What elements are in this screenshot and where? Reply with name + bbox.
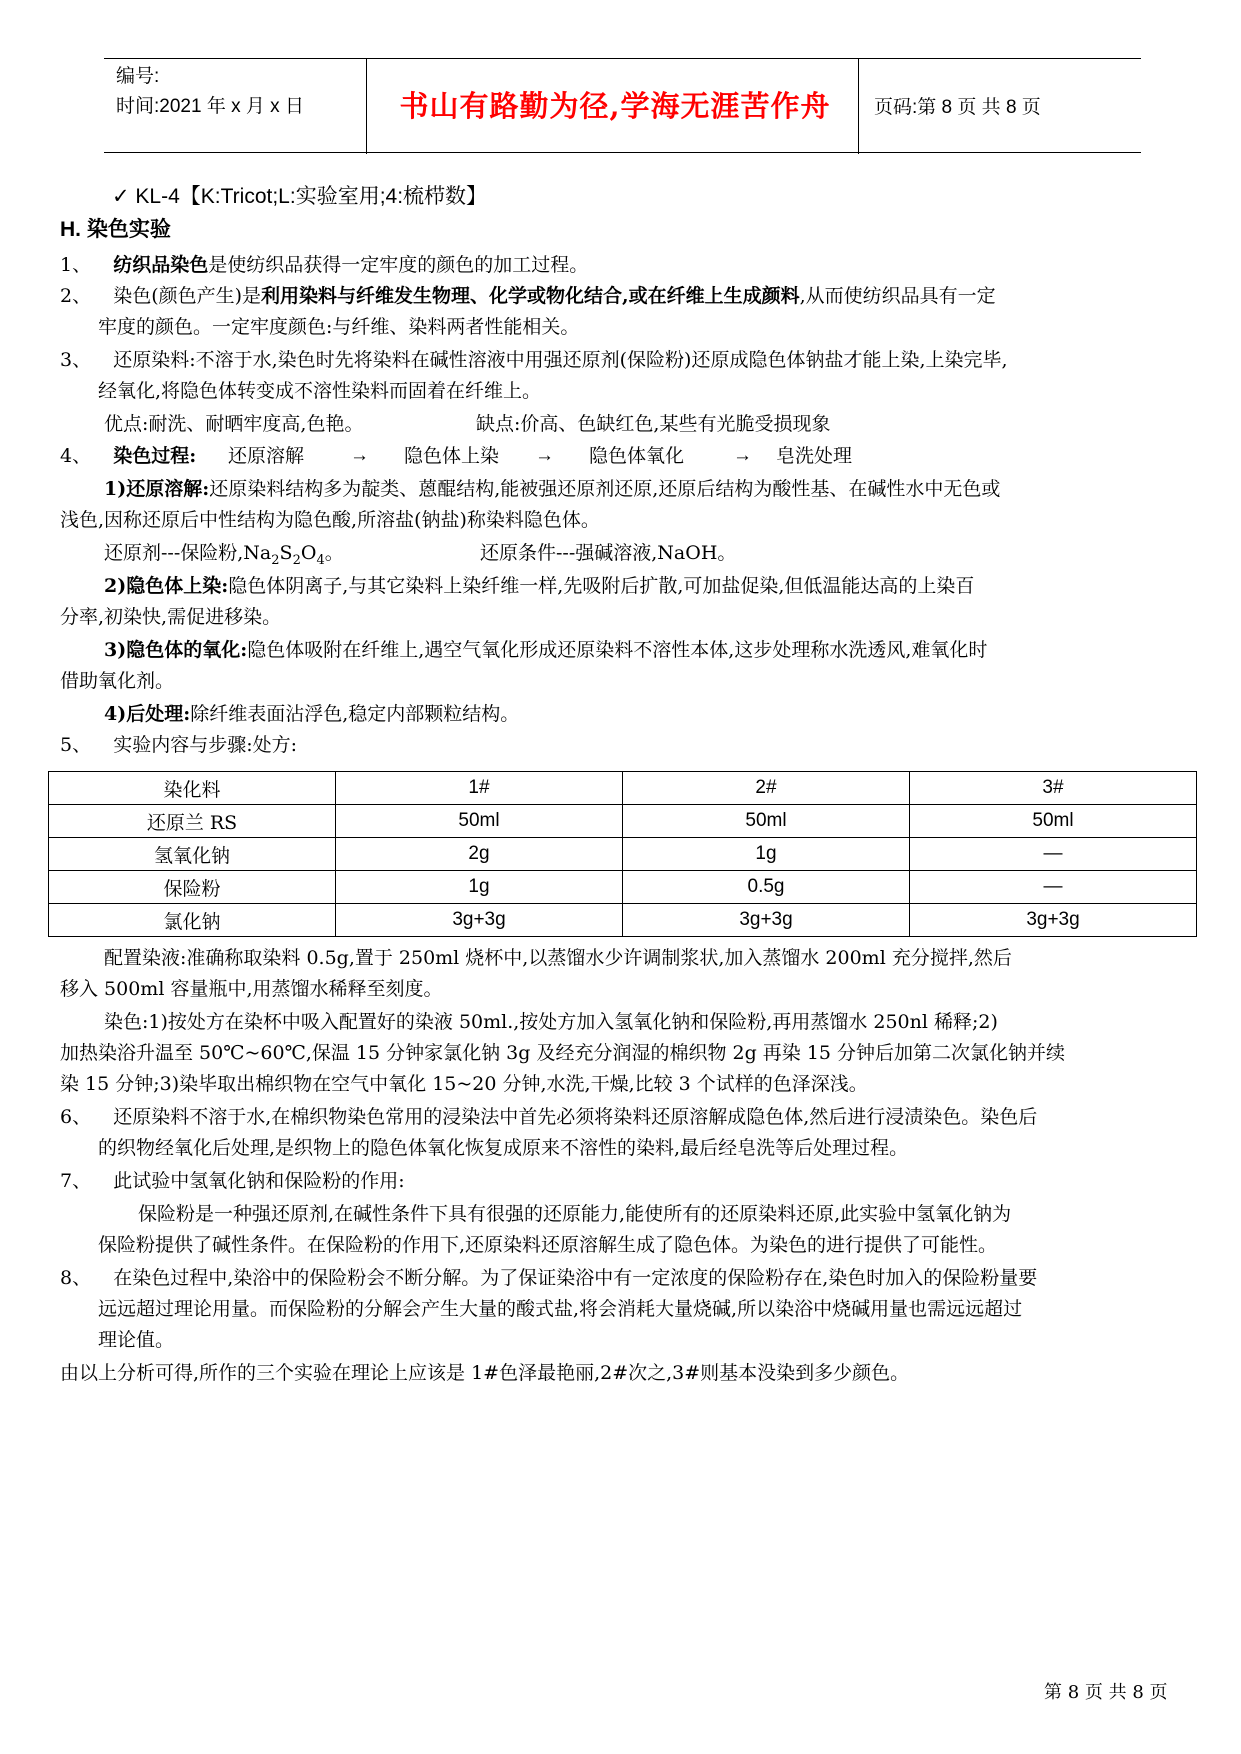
paragraph-6-line-2: 的织物经氧化后处理,是织物上的隐色体氧化恢复成原来不溶性的染料,最后经皂洗等后处理过程。 <box>98 1137 909 1159</box>
bold-term: 染色过程: <box>113 445 197 467</box>
table-cell: 1g <box>336 871 623 904</box>
table-cell: 还原兰 RS <box>49 805 336 838</box>
table-cell: 50ml <box>623 805 910 838</box>
footer-page-number: 第 8 页 共 8 页 <box>1044 1682 1168 1703</box>
flow-step-3: 隐色体氧化 <box>589 445 685 467</box>
step-2-line-2: 分率,初染快,需促进移染。 <box>60 606 282 628</box>
paragraph-text: 还原染料不溶于水,在棉织物染色常用的浸染法中首先必须将染料还原溶解成隐色体,然后进行浸渍染色。染色后 <box>113 1106 1038 1128</box>
step-text: 还原染料结构多为靛类、蒽醌结构,能被强还原剂还原,还原后结构为酸性基、在碱性水中无色或 <box>209 478 1001 500</box>
table-cell: 1g <box>623 838 910 871</box>
paragraph-number: 3、 <box>60 349 92 371</box>
paragraph-3 <box>60 345 1008 375</box>
table-cell: 2# <box>623 772 910 805</box>
paragraph-8 <box>60 1263 1037 1293</box>
flow-step-2: 隐色体上染 <box>404 445 500 467</box>
step-1 <box>104 474 1000 504</box>
paragraph-8-line-3: 理论值。 <box>98 1329 175 1351</box>
bold-term: 4)后处理: <box>104 703 191 725</box>
reducer-text: 还原剂---保险粉,Na <box>104 542 272 564</box>
header-number-label: 编号: <box>116 66 160 87</box>
table-cell: 2g <box>336 838 623 871</box>
paragraph-2 <box>60 281 996 311</box>
table-row <box>49 871 1197 904</box>
bold-term: 利用染料与纤维发生物理、化学或物化结合,或在纤维上生成颜料 <box>261 285 800 307</box>
section-heading: H. 染色实验 <box>60 218 171 241</box>
table-cell: 3g+3g <box>910 904 1197 937</box>
bold-term: 2)隐色体上染: <box>104 575 229 597</box>
paragraph-6 <box>60 1102 1037 1132</box>
paragraph-number: 1、 <box>60 254 92 276</box>
recipe-table <box>48 771 1197 937</box>
table-row <box>49 904 1197 937</box>
subscript: 4 <box>316 552 325 568</box>
step-4 <box>104 699 519 729</box>
table-cell: 3g+3g <box>336 904 623 937</box>
table-cell: 3# <box>910 772 1197 805</box>
paragraph-text: 实验内容与步骤:处方: <box>113 734 297 756</box>
table-cell: 保险粉 <box>49 871 336 904</box>
flow-arrow-icon: → <box>733 445 752 466</box>
paragraph-7-line-3: 保险粉提供了碱性条件。在保险粉的作用下,还原染料还原溶解生成了隐色体。为染色的进行提供了可能性。 <box>98 1234 998 1256</box>
paragraph-3-line-2: 经氧化,将隐色体转变成不溶性染料而固着在纤维上。 <box>98 380 542 402</box>
table-cell: 氯化钠 <box>49 904 336 937</box>
table-cell: — <box>910 871 1197 904</box>
dye-paragraph-line-2: 加热染浴升温至 50℃~60℃,保温 15 分钟家氯化钠 3g 及经充分润湿的棉织物 2g 再染 15 分钟后加第二次氯化钠并续 <box>60 1042 1066 1064</box>
table-cell: 染化料 <box>49 772 336 805</box>
kl4-line: ✓ KL-4【K:Tricot;L:实验室用;4:梳栉数】 <box>112 185 488 208</box>
header-divider-left <box>366 58 367 154</box>
paragraph-4 <box>60 441 196 471</box>
conclusion: 由以上分析可得,所作的三个实验在理论上应该是 1#色泽最艳丽,2#次之,3#则基本没染到多少颜色。 <box>60 1362 910 1384</box>
table-cell: — <box>910 838 1197 871</box>
prep-paragraph: 配置染液:准确称取染料 0.5g,置于 250ml 烧杯中,以蒸馏水少许调制浆状,加入蒸馏水 200ml 充分搅拌,然后 <box>104 947 1012 969</box>
disadvantages: 缺点:价高、色缺红色,某些有光脆受损现象 <box>476 413 831 435</box>
subscript: 2 <box>271 552 280 568</box>
dye-paragraph: 染色:1)按处方在染杯中吸入配置好的染液 50ml.,按处方加入氢氧化钠和保险粉,再用蒸馏水 250nl 稀释;2) <box>104 1011 998 1033</box>
step-text: 隐色体阴离子,与其它染料上染纤维一样,先吸附后扩散,可加盐促染,但低温能达高的上染百 <box>228 575 975 597</box>
bold-term: 纺织品染色 <box>113 254 209 276</box>
step-text: 除纤维表面沾浮色,稳定内部颗粒结构。 <box>190 703 520 725</box>
table-row <box>49 838 1197 871</box>
table-cell: 氢氧化钠 <box>49 838 336 871</box>
flow-arrow-icon: → <box>535 445 554 466</box>
table-cell: 1# <box>336 772 623 805</box>
reducer-text: O <box>300 542 317 564</box>
paragraph-number: 2、 <box>60 285 92 307</box>
step-2 <box>104 571 974 601</box>
step-3 <box>104 635 987 665</box>
paragraph-text: ,从而使纺织品具有一定 <box>799 285 996 307</box>
step-text: 隐色体吸附在纤维上,遇空气氧化形成还原染料不溶性本体,这步处理称水洗透风,难氧化时 <box>247 639 988 661</box>
paragraph-number: 4、 <box>60 445 92 467</box>
paragraph-5 <box>60 730 297 760</box>
header-left-block <box>116 62 304 122</box>
paragraph-number: 5、 <box>60 734 92 756</box>
step-1-line-2: 浅色,因称还原后中性结构为隐色酸,所溶盐(钠盐)称染料隐色体。 <box>60 509 600 531</box>
table-cell: 3g+3g <box>623 904 910 937</box>
flow-arrow-icon: → <box>350 445 369 466</box>
paragraph-number: 6、 <box>60 1106 92 1128</box>
table-cell: 50ml <box>910 805 1197 838</box>
paragraph-number: 8、 <box>60 1267 92 1289</box>
header-time-label: 时间:2021 年 x 月 x 日 <box>116 96 304 117</box>
subscript: 2 <box>292 552 301 568</box>
table-row <box>49 772 1197 805</box>
header-top-rule <box>104 58 1141 59</box>
header-bottom-rule <box>104 152 1141 153</box>
step-3-line-2: 借助氧化剂。 <box>60 670 175 692</box>
paragraph-text: 在染色过程中,染浴中的保险粉会不断分解。为了保证染浴中有一定浓度的保险粉存在,染色时加入的保险粉量要 <box>113 1267 1038 1289</box>
paragraph-text: 染色(颜色产生)是 <box>113 285 262 307</box>
paragraph-number: 7、 <box>60 1170 92 1192</box>
table-cell: 0.5g <box>623 871 910 904</box>
paragraph-text: 还原染料:不溶于水,染色时先将染料在碱性溶液中用强还原剂(保险粉)还原成隐色体钠盐才能上染,上染完毕, <box>113 349 1008 371</box>
paragraph-7 <box>60 1166 405 1196</box>
header-motto: 书山有路勤为径,学海无涯苦作舟 <box>399 89 831 123</box>
bold-term: 3)隐色体的氧化: <box>104 639 248 661</box>
paragraph-1 <box>60 250 588 280</box>
table-cell: 50ml <box>336 805 623 838</box>
paragraph-2-line-2: 牢度的颜色。一定牢度颜色:与纤维、染料两者性能相关。 <box>98 316 580 338</box>
header-page-label: 页码:第 8 页 共 8 页 <box>874 97 1041 118</box>
advantages: 优点:耐洗、耐晒牢度高,色艳。 <box>104 413 364 435</box>
bold-term: 1)还原溶解: <box>104 478 210 500</box>
header-divider-right <box>858 58 859 154</box>
dye-paragraph-line-3: 染 15 分钟;3)染毕取出棉织物在空气中氧化 15~20 分钟,水洗,干燥,比较 3 个试样的色泽深浅。 <box>60 1073 868 1095</box>
paragraph-text: 此试验中氢氧化钠和保险粉的作用: <box>113 1170 405 1192</box>
paragraph-8-line-2: 远远超过理论用量。而保险粉的分解会产生大量的酸式盐,将会消耗大量烧碱,所以染浴中烧碱用量也需远远超过 <box>98 1298 1023 1320</box>
flow-step-4: 皂洗处理 <box>776 445 853 467</box>
table-row <box>49 805 1197 838</box>
reducer-text: S <box>279 542 293 564</box>
flow-step-1: 还原溶解 <box>228 445 305 467</box>
paragraph-text: 是使纺织品获得一定牢度的颜色的加工过程。 <box>208 254 589 276</box>
condition-line: 还原条件---强碱溶液,NaOH。 <box>480 542 737 564</box>
paragraph-7-line-2: 保险粉是一种强还原剂,在碱性条件下具有很强的还原能力,能使所有的还原染料还原,此实验中氢氧化钠为 <box>138 1203 1012 1225</box>
reducer-text: 。 <box>324 542 344 564</box>
prep-paragraph-line-2: 移入 500ml 容量瓶中,用蒸馏水稀释至刻度。 <box>60 978 443 1000</box>
